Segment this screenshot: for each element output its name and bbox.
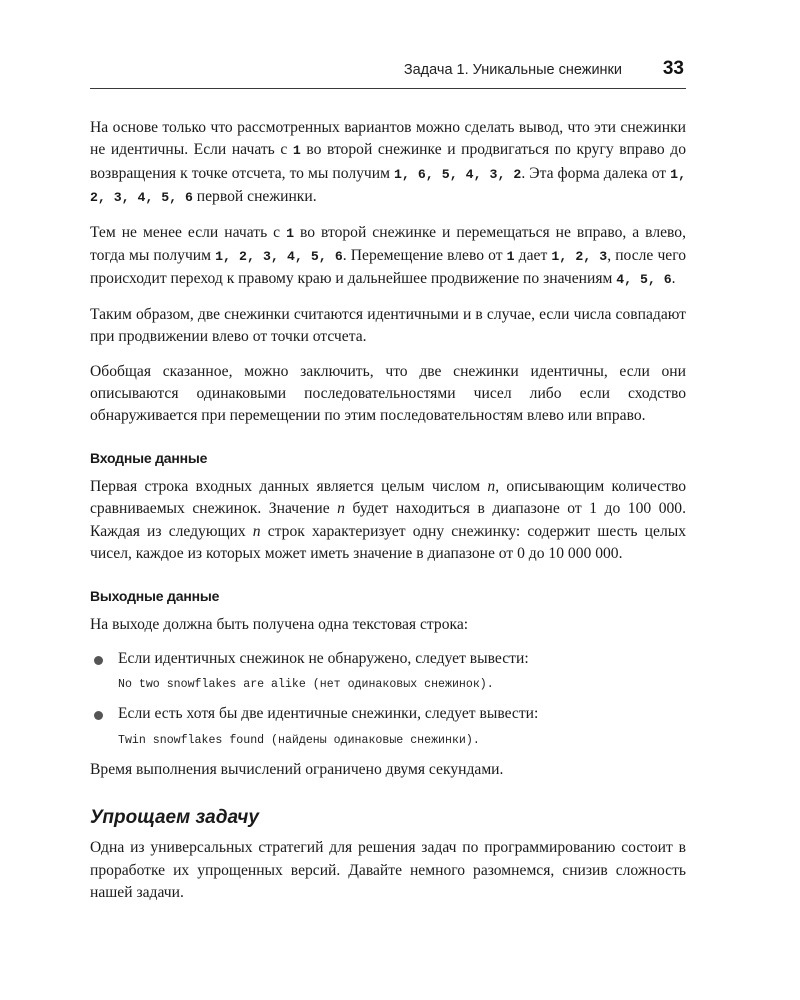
list-item-text: Если идентичных снежинок не обнаружено, следует вывести: <box>118 649 529 667</box>
section-heading: Упрощаем задачу <box>90 807 259 829</box>
list-item-text: Если есть хотя бы две идентичные снежинки, следует вывести: <box>118 705 539 723</box>
input-heading: Входные данные <box>90 449 208 466</box>
output-list <box>90 648 686 747</box>
running-header <box>90 58 686 89</box>
page-number: 33 <box>662 58 684 79</box>
text-run: будет находиться в диапазоне от 1 до 100 000. Каждая из следующих <box>90 500 686 540</box>
paragraph-identical-left: Таким образом, две снежинки считаются идентичными и в случае, если числа совпадают при продвижении влево от точки отсчета. <box>90 305 686 346</box>
inline-code: 4, 5, 6 <box>616 272 672 288</box>
italic-variable: n <box>337 500 345 518</box>
bullet-icon <box>94 711 103 720</box>
text-run: . Перемещение влево от <box>342 247 507 265</box>
inline-code: 1, 2, 3, 4, 5, 6 <box>90 166 686 206</box>
output-heading: Выходные данные <box>90 587 220 604</box>
text-run: во второй снежинке и продвигаться по кругу вправо до возвращения к точке отсчета, то мы получим <box>90 141 687 182</box>
simplify-paragraph: Одна из универсальных стратегий для решения задач по программированию состоит в проработке их упрощенных версий. Давайте немного разомнемся, снизив сложность нашей задачи. <box>90 839 686 901</box>
italic-variable: n <box>487 477 496 495</box>
text-run: дает <box>514 247 552 265</box>
inline-code: 1 <box>506 249 515 265</box>
paragraph-move-left <box>90 222 686 292</box>
time-limit-text: Время выполнения вычислений ограничено двумя секундами. <box>90 760 504 778</box>
page-content <box>90 117 686 916</box>
text-run: Первая строка входных данных является целым числом <box>90 477 488 495</box>
text-run: . Эта форма далека от <box>521 164 671 182</box>
inline-code: 1, 2, 3, 4, 5, 6 <box>215 249 343 265</box>
italic-variable: n <box>252 522 261 540</box>
text-run: . <box>671 270 676 288</box>
inline-code: 1, 6, 5, 4, 3, 2 <box>394 166 522 182</box>
input-description <box>90 476 686 566</box>
list-item <box>118 703 686 746</box>
text-run: Тем не менее если начать с <box>90 223 287 241</box>
bullet-icon <box>94 656 103 665</box>
text-run: На основе только что рассмотренных вариантов можно сделать вывод, что эти снежинки не идентичны. Если начать с <box>90 119 686 159</box>
text-run: первой снежинки. <box>192 188 317 206</box>
paragraph-summary: Обобщая сказанное, можно заключить, что две снежинки идентичны, если они описываются одинаковыми последовательностями чисел либо если сходство обнаруживается при перемещении по этим последовательностям влево или вправо. <box>90 362 686 425</box>
chapter-title: Задача 1. Уникальные снежинки <box>403 62 622 78</box>
text-run: строк характеризует одну снежинку: содержит шесть целых чисел, каждое из которых может иметь значение в диапазоне от 0 до 10 000 000. <box>90 522 686 563</box>
output-intro: На выходе должна быть получена одна текстовая строка: <box>90 615 469 633</box>
output-code-sample: No two snowflakes are alike (нет одинаковых снежинок). <box>118 678 494 692</box>
paragraph-conclusion <box>90 117 686 210</box>
text-run: во второй снежинке и перемещаться не вправо, а влево, тогда мы получим <box>90 223 686 265</box>
list-item <box>118 648 686 691</box>
output-code-sample: Twin snowflakes found (найдены одинаковые снежинки). <box>118 733 480 747</box>
text-run: , описывающим количество сравниваемых снежинок. Значение <box>90 477 686 518</box>
inline-code: 1, 2, 3 <box>551 249 608 265</box>
inline-code: 1 <box>286 225 294 241</box>
text-run: , после чего происходит переход к правому краю и дальнейшее продвижение по значениям <box>90 247 687 288</box>
inline-code: 1 <box>292 143 301 159</box>
